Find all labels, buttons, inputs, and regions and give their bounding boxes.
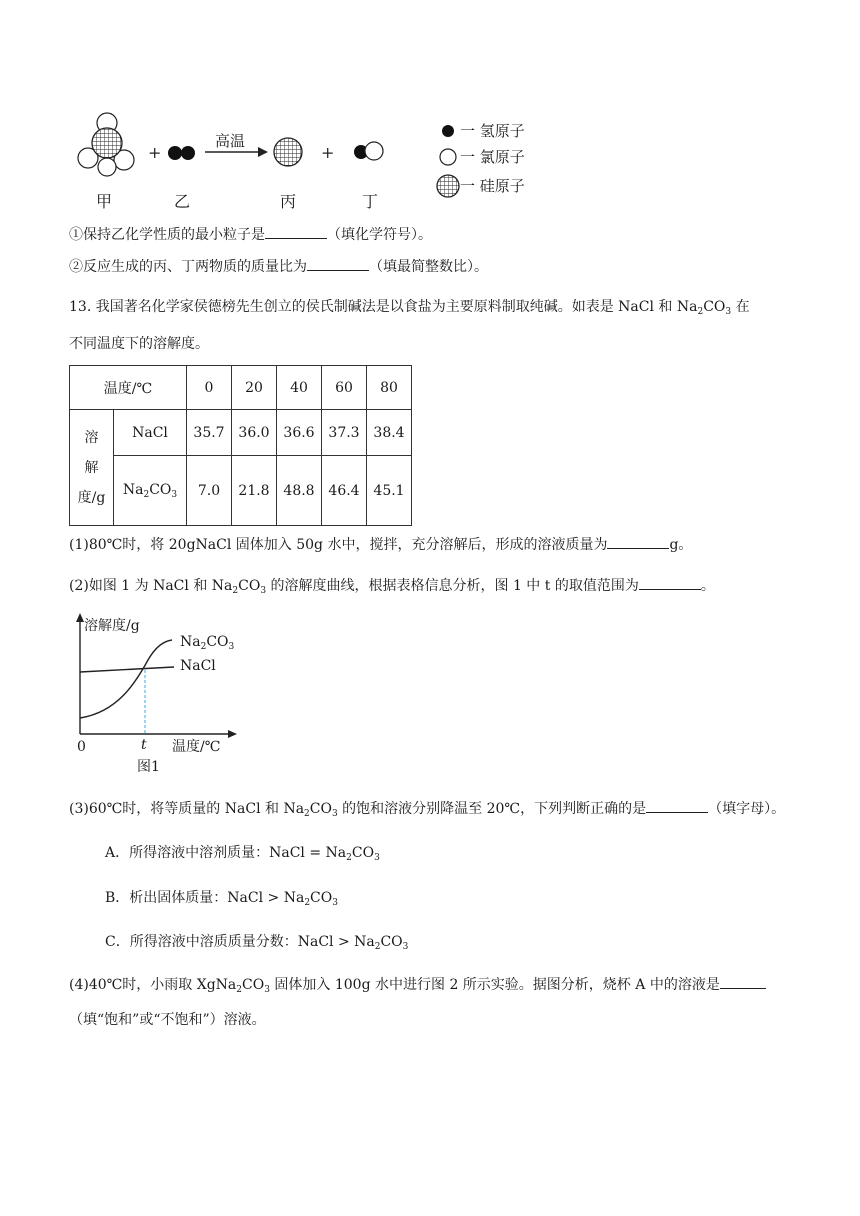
- table-temp: 20: [232, 366, 277, 410]
- q13-part1: (1)80℃时，将 20gNaCl 固体加入 50g 水中，搅拌，充分溶解后，形成的溶液质量为 g。: [69, 534, 692, 555]
- table-header-temp: 温度/℃: [70, 366, 187, 410]
- q12-part1: ①保持乙化学性质的最小粒子是 （填化学符号）。: [69, 224, 432, 245]
- label-jia: 甲: [96, 192, 113, 211]
- q13-intro-line1: 13. 我国著名化学家侯德榜先生创立的侯氏制碱法是以食盐为主要原料制取纯碱。如表是 NaCl 和 $Na_2CO_3$ 在: [69, 299, 750, 317]
- label-ding: 丁: [362, 192, 379, 211]
- svg-text:+: +: [148, 143, 162, 162]
- reaction-condition: 高温: [215, 132, 246, 150]
- label-bing: 丙: [280, 192, 297, 211]
- answer-blank[interactable]: [307, 256, 369, 271]
- table-na2co3-name: $Na_2CO_3$: [114, 456, 187, 526]
- answer-blank[interactable]: [720, 974, 766, 989]
- table-cell: 36.6: [277, 410, 322, 456]
- table-cell: 36.0: [232, 410, 277, 456]
- table-cell: 38.4: [367, 410, 412, 456]
- table-cell: 45.1: [367, 456, 412, 526]
- legend-silicon: 一 硅原子: [460, 177, 525, 195]
- solubility-table: [69, 365, 412, 526]
- figure-na2co3-label: $Na_2CO_3$: [180, 634, 235, 652]
- q13-part2: (2)如图 1 为 NaCl 和 $Na_2CO_3$ 的溶解度曲线，根据表格信息分析，图 1 中 t 的取值范围为 。: [69, 575, 715, 601]
- table-temp: 0: [187, 366, 232, 410]
- table-nacl-name: NaCl: [114, 410, 187, 456]
- q13-intro-line2: 不同温度下的溶解度。: [69, 336, 209, 352]
- silicon-legend-icon: [437, 175, 459, 197]
- hydrogen-legend-icon: [442, 125, 454, 137]
- nacl-curve: [80, 667, 174, 672]
- answer-blank[interactable]: [265, 224, 327, 239]
- na2co3-curve: [80, 640, 172, 718]
- legend-chlorine: 一 氯原子: [460, 148, 525, 166]
- molecule-jia: [78, 113, 134, 176]
- figure-xlabel: 温度/℃: [172, 739, 221, 755]
- molecule-bing: [274, 138, 302, 166]
- table-temp: 40: [277, 366, 322, 410]
- table-cell: 48.8: [277, 456, 322, 526]
- label-yi: 乙: [174, 192, 191, 211]
- q13-part4: (4)40℃时，小雨取 $XgNa_2CO_3$ 固体加入 100g 水中进行图 2 所示实验。据图分析，烧杯 A 中的溶液是: [69, 974, 766, 1000]
- table-cell: 46.4: [322, 456, 367, 526]
- table-cell: 35.7: [187, 410, 232, 456]
- table-cell: 37.3: [322, 410, 367, 456]
- x-axis-arrow: [228, 730, 237, 738]
- figure-ylabel: 溶解度/g: [84, 618, 140, 634]
- q13-part4-line2: （填“饱和”或“不饱和”）溶液。: [69, 1012, 266, 1028]
- table-temp: 60: [322, 366, 367, 410]
- figure-nacl-label: NaCl: [180, 658, 216, 674]
- option-a[interactable]: A．所得溶液中溶剂质量：NaCl = $Na_2CO_3$: [105, 845, 380, 863]
- answer-blank[interactable]: [646, 798, 708, 813]
- table-temp: 80: [367, 366, 412, 410]
- molecule-ding: [354, 142, 383, 160]
- figure-caption: 图1: [137, 759, 160, 775]
- option-b[interactable]: B．析出固体质量：NaCl > $Na_2CO_3$: [105, 890, 338, 908]
- svg-text:+: +: [321, 143, 335, 162]
- option-c[interactable]: C．所得溶液中溶质质量分数：NaCl > $Na_2CO_3$: [105, 934, 409, 952]
- q13-part3: (3)60℃时，将等质量的 NaCl 和 $Na_2CO_3$ 的饱和溶液分别降温至 20℃，下列判断正确的是 （填字母）。: [69, 798, 785, 824]
- answer-blank[interactable]: [639, 575, 701, 590]
- legend-hydrogen: 一 氢原子: [460, 122, 525, 140]
- q12-part2: ②反应生成的丙、丁两物质的质量比为 （填最简整数比）。: [69, 256, 488, 277]
- figure-t-label: t: [141, 737, 147, 753]
- molecule-yi: [168, 146, 195, 160]
- table-cell: 7.0: [187, 456, 232, 526]
- table-row-label: 溶 解 度/g: [70, 410, 114, 526]
- table-cell: 21.8: [232, 456, 277, 526]
- chlorine-legend-icon: [440, 149, 456, 165]
- y-axis-arrow: [76, 613, 84, 622]
- figure-origin: 0: [77, 739, 86, 755]
- answer-blank[interactable]: [607, 534, 669, 549]
